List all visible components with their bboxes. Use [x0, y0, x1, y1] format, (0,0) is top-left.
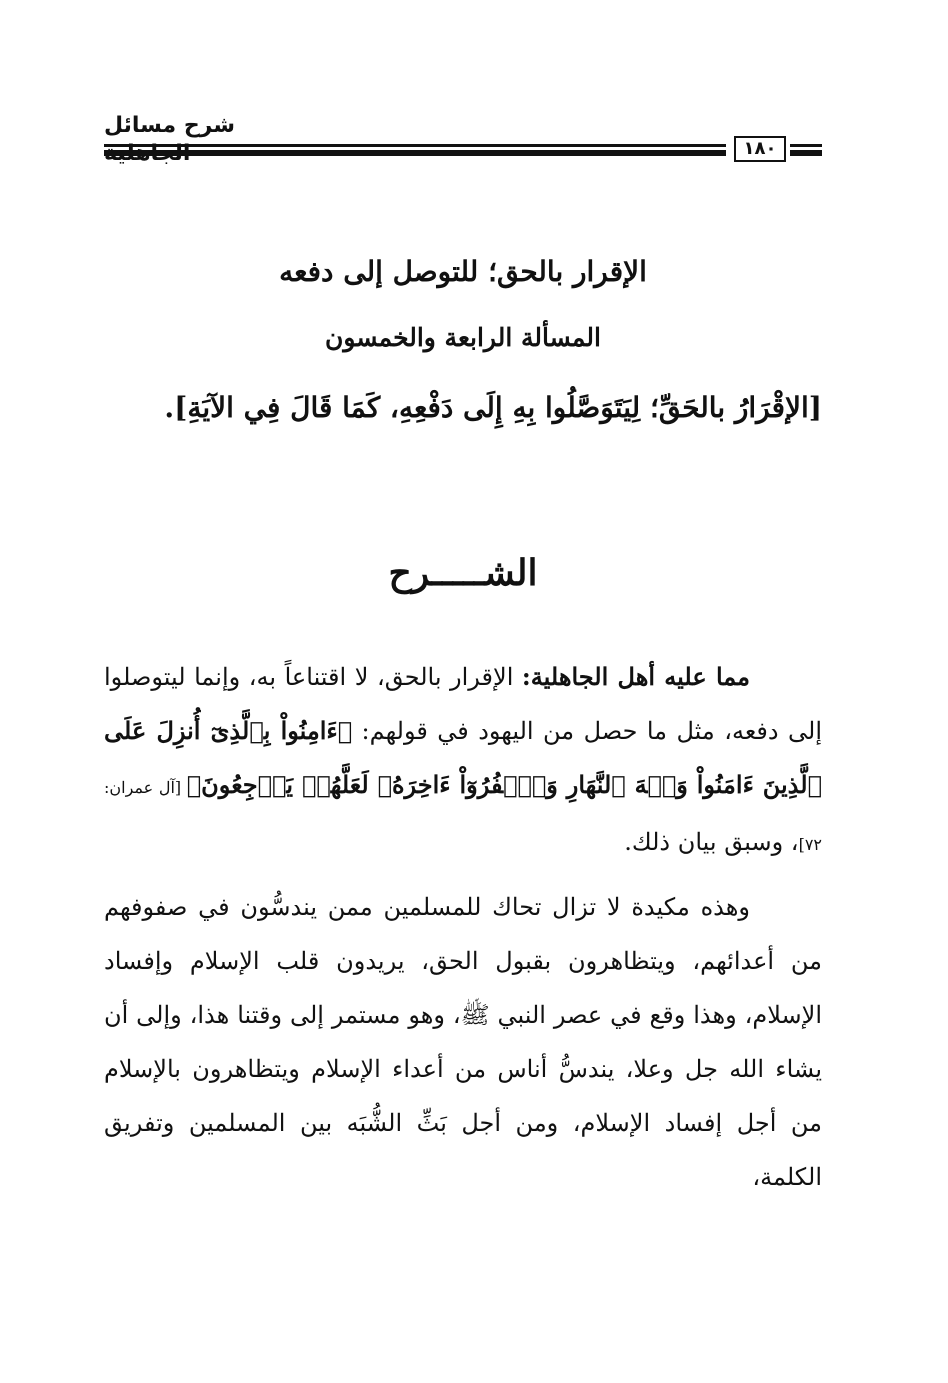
commentary-paragraph-1	[104, 650, 822, 872]
header-rule-thick-line	[104, 150, 726, 156]
commentary-heading: الشـــــرح	[388, 552, 538, 594]
matn-text: [الإقْرَارُ بالحَقِّ؛ لِيَتَوَصَّلُوا بِهِ إِلَى دَفْعِهِ، كَمَا قَالَ فِي الآيَةِ].	[164, 391, 822, 424]
header-rule-thin-line	[790, 144, 822, 147]
header-rule-right	[790, 141, 822, 160]
verse-reference: [آل عمران: ٧٢]	[104, 778, 822, 854]
paragraph-tail: ، وسبق بيان ذلك.	[624, 828, 799, 856]
header-rule-thick-line	[790, 150, 822, 156]
paragraph-lead: مما عليه أهل الجاهلية:	[521, 662, 750, 691]
header-rule-thin-line	[104, 144, 726, 147]
header-rule-left	[104, 141, 726, 160]
section-title: الإقرار بالحق؛ للتوصل إلى دفعه	[279, 255, 647, 288]
commentary-paragraph-2: وهذه مكيدة لا تزال تحاك للمسلمين ممن يندسُّون في صفوفهم من أعدائهم، ويتظاهرون بقبول الحق، يريدون قلب الإسلام وإفساد الإسلام، وهذا وقع في عصر النبي ﷺ، وهو مستمر إلى وقتنا هذا، وإلى أن يشاء الله جل وعلا، يندسُّ أناس من أعداء الإسلام ويتظاهرون بالإسلام من أجل إفساد الإسلام، ومن أجل بَثِّ الشُّبَه بين المسلمين وتفريق الكلمة،	[104, 893, 822, 1191]
paragraph-text: الإقرار بالحق، لا اقتناعاً به، وإنما ليتوصلوا إلى دفعه، مثل ما حصل من اليهود في قولهم:	[104, 663, 822, 745]
page-number-box: ١٨٠	[734, 136, 786, 162]
quran-verse: ﴿ءَامِنُواْ بِٱلَّذِىٓ أُنزِلَ عَلَى ٱلَّذِينَ ءَامَنُواْ وَجۡهَ ٱلنَّهَارِ وَٱكۡفُرُوٓاْ ءَاخِرَهُۥ لَعَلَّهُمۡ يَرۡجِعُونَ﴾	[104, 716, 822, 799]
running-header-title: شرح مسائل	[104, 113, 236, 138]
section-subtitle: المسألة الرابعة والخمسون	[325, 323, 601, 352]
